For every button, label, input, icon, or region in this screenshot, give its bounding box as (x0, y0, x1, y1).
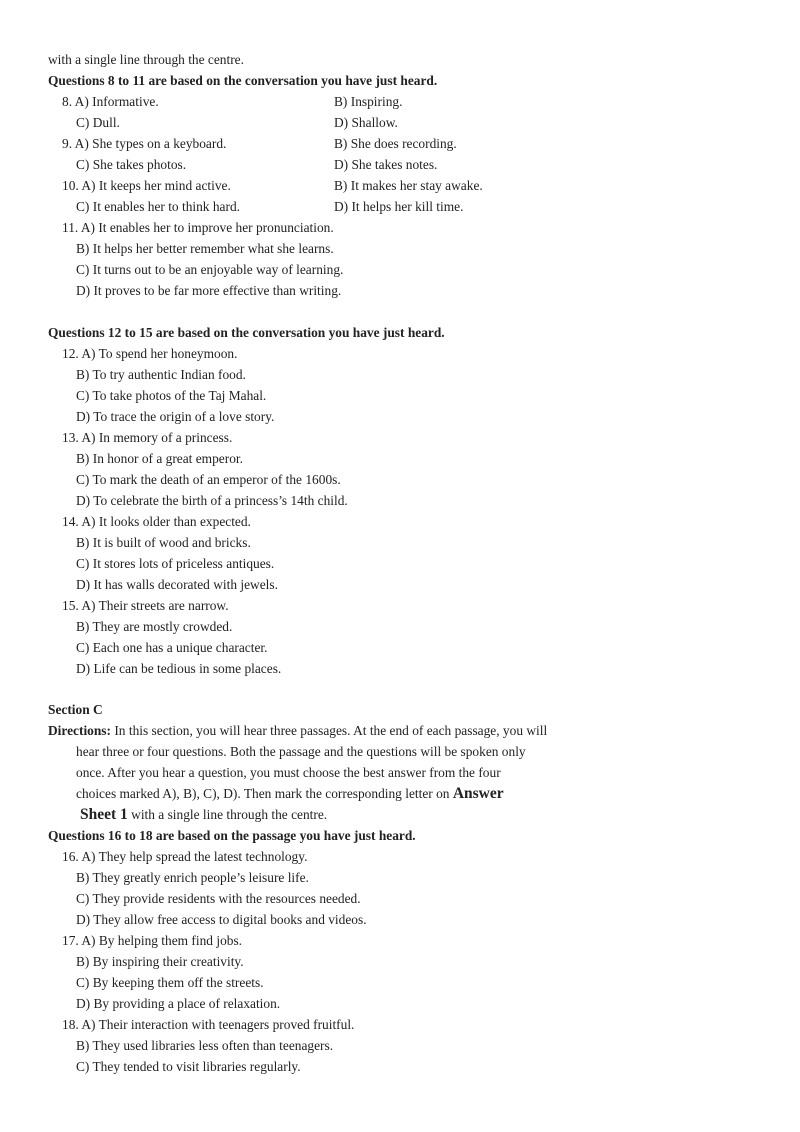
exam-page (48, 49, 768, 1077)
question-16 (48, 846, 768, 930)
option-c[interactable]: C) To take photos of the Taj Mahal. (76, 387, 267, 403)
option-c[interactable]: C) It enables her to think hard. (76, 199, 240, 214)
option-d[interactable]: D) Shallow. (334, 115, 398, 130)
option-c[interactable]: C) They provide residents with the resources needed. (76, 891, 361, 906)
option-b[interactable]: B) They are mostly crowded. (76, 618, 233, 634)
option-d[interactable]: D) It has walls decorated with jewels. (76, 576, 278, 592)
option-a[interactable]: 13. A) In memory of a princess. (62, 429, 233, 445)
group-heading-16-18: Questions 16 to 18 are based on the passage you have just heard. (48, 828, 416, 843)
option-d[interactable]: D) It proves to be far more effective than writing. (76, 283, 342, 298)
directions-text: with a single line through the centre. (131, 807, 328, 822)
option-c[interactable]: C) By keeping them off the streets. (76, 975, 264, 990)
option-d[interactable]: D) To celebrate the birth of a princess’s 14th child. (76, 492, 348, 508)
option-b[interactable]: B) She does recording. (334, 136, 457, 151)
question-17 (48, 930, 768, 1014)
option-a[interactable]: 10. A) It keeps her mind active. (62, 178, 231, 193)
option-a[interactable]: 16. A) They help spread the latest technology. (62, 849, 308, 864)
spacer (48, 301, 768, 322)
option-d[interactable]: D) It helps her kill time. (334, 199, 464, 214)
option-d[interactable]: D) She takes notes. (334, 157, 438, 172)
option-a[interactable]: 17. A) By helping them find jobs. (62, 933, 243, 948)
option-c[interactable]: C) They tended to visit libraries regularly. (76, 1059, 301, 1074)
group-heading-8-11: Questions 8 to 11 are based on the conversation you have just heard. (48, 73, 438, 88)
option-b[interactable]: B) It makes her stay awake. (334, 178, 483, 193)
section-c-directions (48, 720, 768, 825)
answer-sheet-emphasis: Answer (452, 785, 504, 802)
question-14 (48, 511, 768, 595)
question-12 (48, 343, 768, 427)
option-c[interactable]: C) She takes photos. (76, 157, 187, 172)
option-a[interactable]: 18. A) Their interaction with teenagers proved fruitful. (62, 1017, 355, 1032)
question-10 (48, 175, 768, 217)
option-c[interactable]: C) Each one has a unique character. (76, 639, 268, 655)
option-d[interactable]: D) They allow free access to digital books and videos. (76, 912, 367, 927)
option-b[interactable]: B) In honor of a great emperor. (76, 450, 243, 466)
answer-sheet-emphasis: Sheet 1 (80, 806, 128, 823)
question-13 (48, 427, 768, 511)
option-b[interactable]: B) They used libraries less often than teenagers. (76, 1038, 334, 1053)
option-b[interactable]: B) They greatly enrich people’s leisure life. (76, 870, 309, 885)
directions-text: In this section, you will hear three passages. At the end of each passage, you will (114, 723, 548, 738)
option-a[interactable]: 11. A) It enables her to improve her pronunciation. (62, 220, 334, 235)
option-b[interactable]: B) It helps her better remember what she learns. (76, 241, 334, 256)
option-c[interactable]: C) It stores lots of priceless antiques. (76, 555, 275, 571)
option-d[interactable]: D) To trace the origin of a love story. (76, 408, 275, 424)
directions-label: Directions: (48, 723, 111, 738)
option-c[interactable]: C) It turns out to be an enjoyable way of learning. (76, 262, 344, 277)
option-c[interactable]: C) Dull. (76, 115, 120, 130)
option-a[interactable]: 8. A) Informative. (62, 94, 159, 109)
question-15 (48, 595, 768, 679)
question-8 (48, 91, 768, 133)
option-c[interactable]: C) To mark the death of an emperor of the 1600s. (76, 471, 341, 487)
intro-continuation: with a single line through the centre. (48, 52, 244, 67)
option-a[interactable]: 15. A) Their streets are narrow. (62, 597, 229, 613)
question-11 (48, 217, 768, 301)
option-b[interactable]: B) By inspiring their creativity. (76, 954, 244, 969)
spacer (48, 679, 768, 700)
option-a[interactable]: 12. A) To spend her honeymoon. (62, 345, 238, 361)
option-b[interactable]: B) To try authentic Indian food. (76, 366, 246, 382)
question-9 (48, 133, 768, 175)
directions-text: once. After you hear a question, you must choose the best answer from the four (76, 765, 501, 780)
option-b[interactable]: B) Inspiring. (334, 94, 403, 109)
question-18 (48, 1014, 768, 1077)
directions-text: choices marked A), B), C), D). Then mark the corresponding letter on (76, 786, 450, 801)
section-c-title: Section C (48, 702, 103, 717)
option-a[interactable]: 14. A) It looks older than expected. (62, 513, 251, 529)
option-d[interactable]: D) Life can be tedious in some places. (76, 660, 282, 676)
option-b[interactable]: B) It is built of wood and bricks. (76, 534, 251, 550)
option-a[interactable]: 9. A) She types on a keyboard. (62, 136, 227, 151)
option-d[interactable]: D) By providing a place of relaxation. (76, 996, 281, 1011)
directions-text: hear three or four questions. Both the passage and the questions will be spoken only (76, 744, 526, 759)
group-heading-12-15: Questions 12 to 15 are based on the conversation you have just heard. (48, 324, 445, 340)
